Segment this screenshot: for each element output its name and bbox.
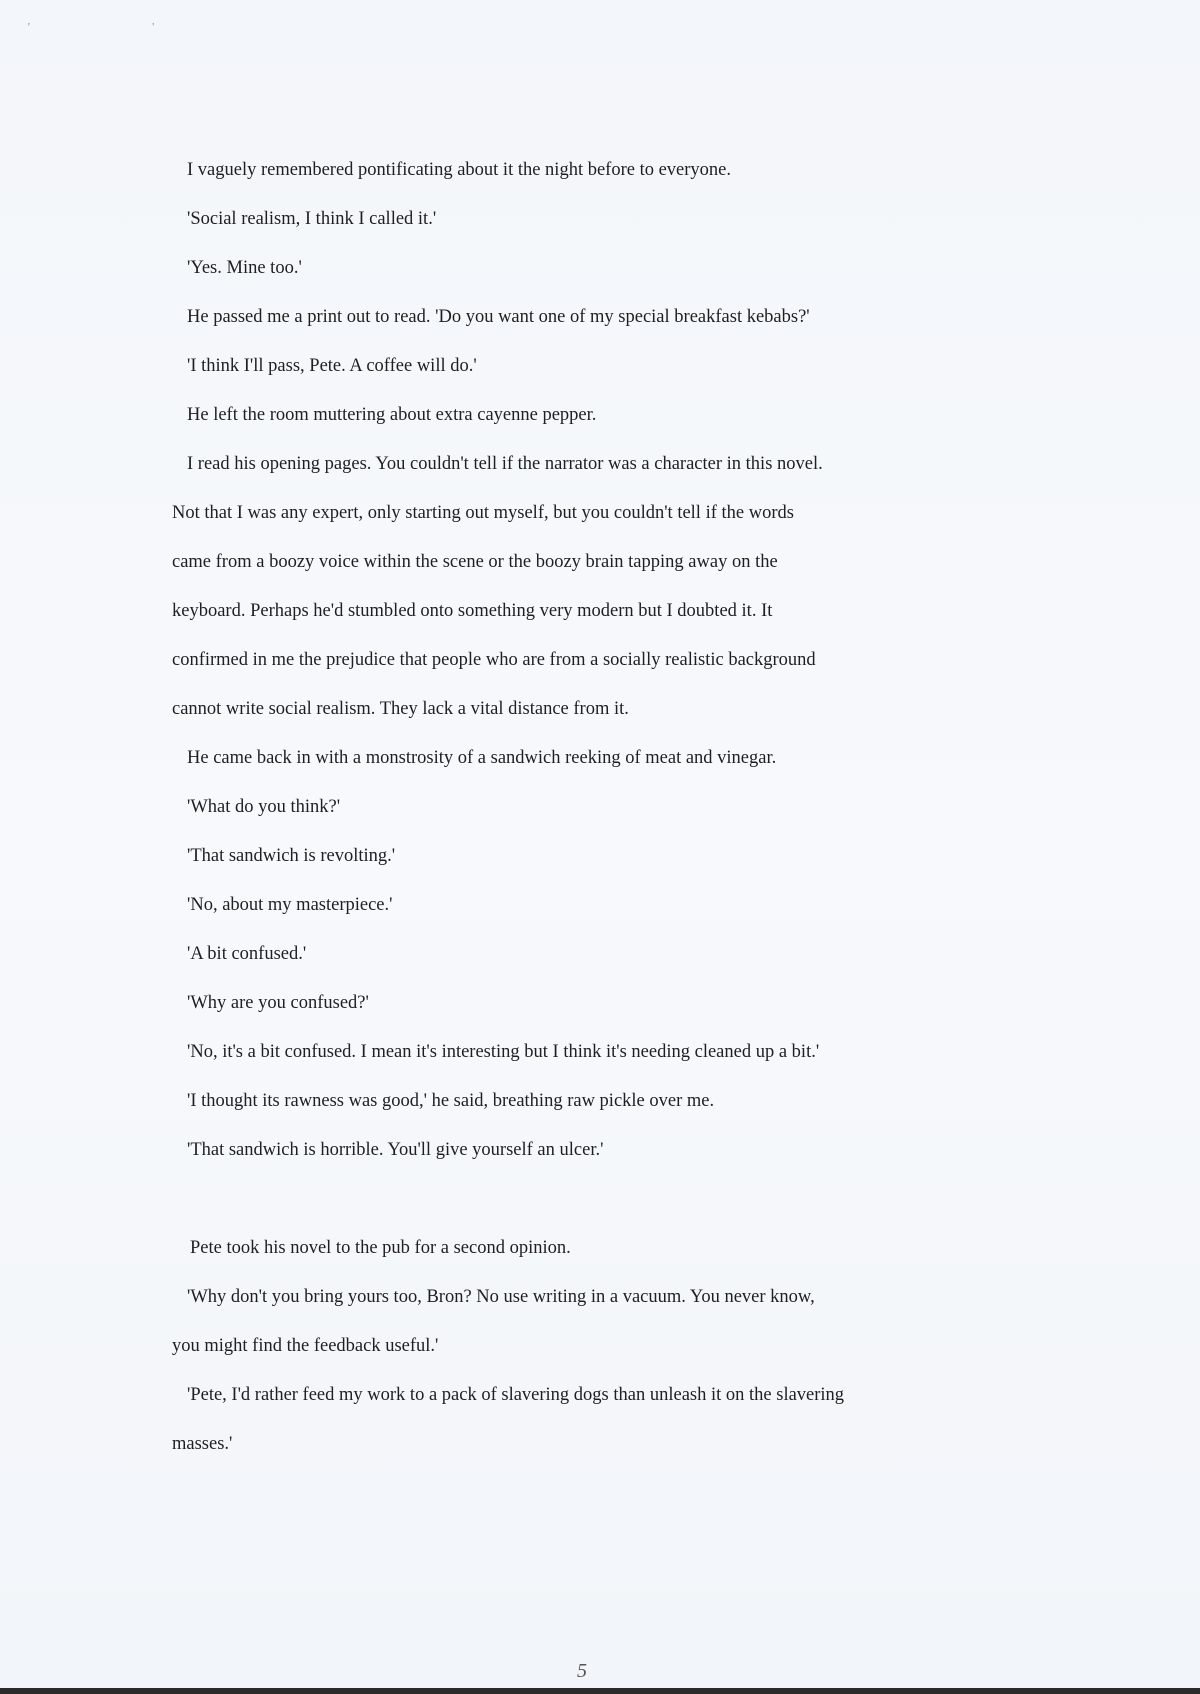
text-line-18: 'Why are you confused?': [187, 993, 369, 1013]
text-line-21: 'That sandwich is horrible. You'll give yourself an ulcer.': [187, 1140, 604, 1160]
scan-bottom-edge: [0, 1688, 1200, 1694]
text-line-16: 'No, about my masterpiece.': [187, 895, 393, 915]
text-line-24: you might find the feedback useful.': [172, 1336, 439, 1356]
text-line-6: He left the room muttering about extra cayenne pepper.: [187, 405, 597, 425]
scan-specks: ' ': [28, 22, 215, 33]
text-line-5: 'I think I'll pass, Pete. A coffee will do.': [187, 356, 477, 376]
text-line-10: keyboard. Perhaps he'd stumbled onto something very modern but I doubted it. It: [172, 601, 773, 621]
text-line-22: Pete took his novel to the pub for a second opinion.: [190, 1238, 571, 1258]
text-line-9: came from a boozy voice within the scene or the boozy brain tapping away on the: [172, 552, 778, 572]
text-line-4: He passed me a print out to read. 'Do you want one of my special breakfast kebabs?': [187, 307, 810, 327]
text-line-12: cannot write social realism. They lack a vital distance from it.: [172, 699, 629, 719]
text-line-11: confirmed in me the prejudice that people who are from a socially realistic background: [172, 650, 816, 670]
text-line-1: I vaguely remembered pontificating about it the night before to everyone.: [187, 160, 732, 180]
text-line-13: He came back in with a monstrosity of a sandwich reeking of meat and vinegar.: [187, 748, 777, 768]
text-line-3: 'Yes. Mine too.': [187, 258, 302, 278]
text-line-26: masses.': [172, 1434, 233, 1454]
text-line-14: 'What do you think?': [187, 797, 341, 817]
text-line-7: I read his opening pages. You couldn't tell if the narrator was a character in this novel.: [187, 454, 823, 474]
text-line-2: 'Social realism, I think I called it.': [187, 209, 437, 229]
text-line-17: 'A bit confused.': [187, 944, 307, 964]
text-line-19: 'No, it's a bit confused. I mean it's interesting but I think it's needing cleaned up a bit.': [187, 1042, 820, 1062]
text-line-20: 'I thought its rawness was good,' he said, breathing raw pickle over me.: [187, 1091, 715, 1111]
text-line-8: Not that I was any expert, only starting out myself, but you couldn't tell if the words: [172, 503, 794, 523]
page-number: 5: [577, 1660, 587, 1682]
text-line-23: 'Why don't you bring yours too, Bron? No use writing in a vacuum. You never know,: [187, 1287, 815, 1307]
text-line-15: 'That sandwich is revolting.': [187, 846, 396, 866]
text-line-25: 'Pete, I'd rather feed my work to a pack of slavering dogs than unleash it on the slavering: [187, 1385, 845, 1405]
